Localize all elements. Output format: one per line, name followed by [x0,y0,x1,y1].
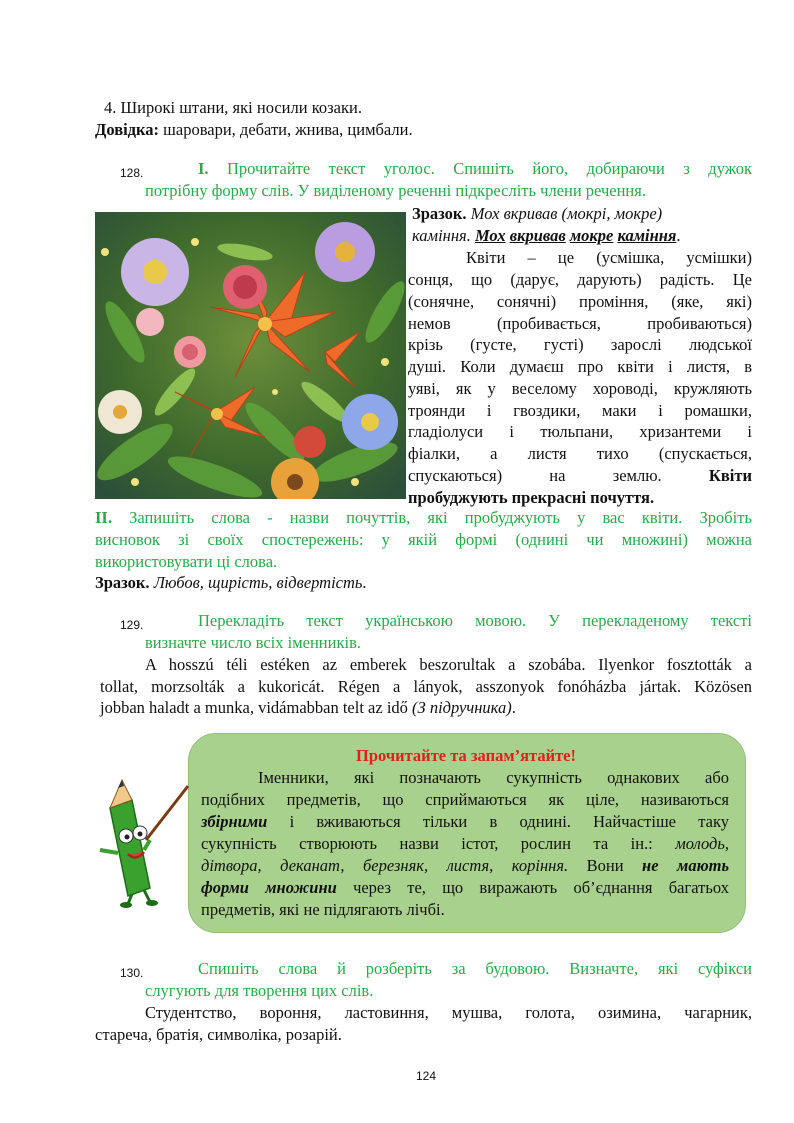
ex128-text-line: Квіти – це (усмішка, усмішки) [466,248,752,267]
ex128-sample-italic1: Мох вкривав (мокрі, мокре) [466,204,663,223]
ex128-sample-dot: . [676,226,681,245]
rule-title: Прочитайте та запам’ятайте! [355,746,576,765]
rule-line4-example: молодь, [675,834,729,853]
rule-line1: Іменники, які позначають сукупність однакових або [258,768,729,787]
ex128-sample2-label: Зразок. [95,573,150,592]
ex128-text-line12 [408,487,654,509]
ex128-text-line: немов (пробивається, пробиваються) [408,314,752,333]
hint-text: шаровари, дебати, жнива, цимбали. [159,120,413,139]
ex128-task-line2: потрібну форму слів. У виділеному реченні підкресліть члени речення. [145,181,646,200]
ex129-text-line1: A hosszú téli estéken az emberek beszorultak a szobába. Ilyenkor fosztották a [145,655,752,674]
ex128-task-text1: Прочитайте текст уголос. Спишіть його, добираючи з дужок [208,159,752,178]
ex128-sample-italic2: каміння. [412,226,475,245]
ex129-source: (З підручника) [412,698,512,717]
ex128-sample-label: Зразок. [412,204,467,223]
ex129-task-line1: Перекладіть текст українською мовою. У перекладеному тексті [198,611,752,630]
ex128-task-line1 [198,158,752,180]
rule-line6-rest: через те, що виражають об’єднання багатьох [336,878,729,897]
ex128-sample-predicate: вкривав [509,226,566,245]
ex128-task2-text1: Запишіть слова - назви почуттів, які пробуджують у вас квіти. Зробіть [111,508,752,527]
page-number: 124 [415,1069,437,1083]
ex128-text-line: троянди і гвоздики, маки і ромашки, [408,401,752,420]
green-pencil-mascot-icon [88,778,198,908]
ex128-sample-line2 [412,225,681,247]
flower-painting [95,212,406,499]
ex128-sample2-dot: . [362,573,367,592]
ex128-text-line: (сонячне, сонячні) проміння, (яке, які) [408,292,752,311]
ex129-text3: jobban haladt a munka, vidámabban telt az idő [100,698,413,717]
ex130-number: 130. [120,966,144,980]
rule-line2: подібних предметів, що сприймаються як ціле, називаються [201,790,729,809]
rule-term-collective: збірними [201,812,268,831]
ex128-number: 128. [120,166,144,180]
ex128-sample2-text: Любов, щирість, відвертість [149,573,363,592]
ex128-text-line: душі. Коли думаєш про квіти і листя, в [408,357,752,376]
ex130-task-line2: слугують для творення цих слів. [145,981,374,1000]
ex128-sample-subject: Мох [474,226,506,245]
ex128-sample-attribute: мокре [569,226,614,245]
ex128-task2-line1 [95,507,752,529]
ex128-highlighted-sentence-end: пробуджують прекрасні почуття. [408,488,655,507]
ex128-roman: І. [198,159,209,178]
ex128-task2-line2: висновок зі своїх спостережень: у якій формі (однині чи множині) можна [95,530,752,549]
ex129-source-dot: . [511,698,516,717]
ex128-text-line11 [408,465,752,487]
ex128-text-line: крізь (густе, густі) зарослі людської [408,335,752,354]
rule-line7: предметів, які не підлягають лічбі. [201,900,445,919]
ex128-task2-roman: ІІ. [95,508,112,527]
ex128-text-line: гладіолуси і тюльпани, хризантеми і [408,422,752,441]
rule-line4-text: сукупність створюють назви істот, рослин та ін.: [201,834,676,853]
rule-line5-examples: дітвора, деканат, березняк, листя, коріння. [201,856,569,875]
flower-painting-svg [95,212,406,499]
hint-line [95,119,413,141]
ex128-sample2 [95,572,367,594]
rule-line3 [201,811,729,833]
hint-label: Довідка: [95,120,160,139]
rule-line4 [201,833,729,855]
rule-line3-rest: і вживаються тільки в однині. Найчастіше таку [267,812,729,831]
ex128-task2-line3: використовувати ці слова. [95,552,278,571]
ex128-text-line: уяві, як у веселому хороводі, кружляють [408,379,752,398]
ex129-text-line3 [100,697,516,719]
ex129-number: 129. [120,618,144,632]
ex130-task-line1: Спишіть слова й розберіть за будовою. Визначте, які суфікси [198,959,752,978]
ex129-text-line2: tollat, morzsolták a kukoricát. Régen a lányok, asszonyok fonóházba jártak. Közösen [100,677,752,696]
ex128-text-line: фіалки, а листя тихо (спускається, [408,444,752,463]
ex128-sample-object: каміння [617,226,677,245]
rule-line6-emph: форми множини [201,878,337,897]
rule-line5-rest: Вони [568,856,643,875]
item-4: 4. Широкі штани, які носили козаки. [104,98,362,117]
rule-line5 [201,855,729,877]
rule-line5-emph: не мають [642,856,729,875]
rule-line6 [201,877,729,899]
ex128-text11-bold: Квіти [708,466,752,485]
ex128-text-line: сонця, що (дарує, дарують) радість. Це [408,270,752,289]
ex128-text11-plain: спускаються) на землю. [408,466,709,485]
ex129-task-line2: визначте число всіх іменників. [145,633,361,652]
ex128-sample-line1 [412,203,662,225]
ex130-text-line2: стареча, братія, символіка, розарій. [95,1025,342,1044]
ex130-text-line1: Студентство, вороння, ластовиння, мушва, голота, озимина, чагарник, [145,1003,752,1022]
